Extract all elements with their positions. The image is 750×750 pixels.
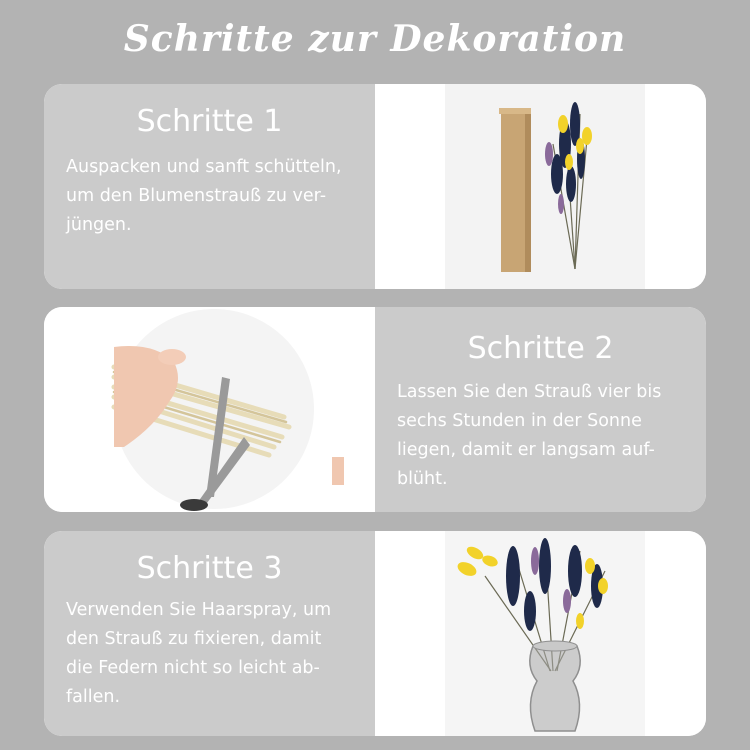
- step-2-line: sechs Stunden in der Sonne: [397, 411, 642, 431]
- step-3-line: fallen.: [66, 687, 121, 707]
- step-2-line: liegen, damit er langsam auf-: [397, 440, 655, 460]
- step-2-line: Lassen Sie den Strauß vier bis: [397, 382, 662, 402]
- step-1-line: Auspacken und sanft schütteln,: [66, 157, 342, 177]
- step-card-2: [44, 307, 706, 512]
- step-3-line: den Strauß zu fixieren, damit: [66, 629, 322, 649]
- step-1-line: jüngen.: [66, 215, 132, 235]
- box-and-bouquet-photo: [375, 84, 706, 289]
- step-3-line: die Federn nicht so leicht ab-: [66, 658, 320, 678]
- step-1-title: Schritte 1: [136, 104, 283, 139]
- step-2-title: Schritte 2: [467, 331, 614, 366]
- step-2-description: [397, 378, 684, 494]
- step-1-line: um den Blumenstrauß zu ver-: [66, 186, 327, 206]
- step-1-description: [66, 153, 353, 240]
- step-2-line: blüht.: [397, 469, 448, 489]
- step-card-3: [44, 531, 706, 736]
- step-3-line: Verwenden Sie Haarspray, um: [66, 600, 332, 620]
- page-title: Schritte zur Dekoration: [123, 18, 627, 60]
- step-card-1: [44, 84, 706, 289]
- scissors-cutting-stems-photo: [44, 307, 375, 512]
- vase-bouquet-photo: [375, 531, 706, 736]
- step-3-title: Schritte 3: [136, 551, 283, 586]
- step-2-text-panel: [375, 307, 706, 512]
- step-1-text-panel: [44, 84, 375, 289]
- step-3-description: [66, 596, 353, 712]
- step-3-text-panel: [44, 531, 375, 736]
